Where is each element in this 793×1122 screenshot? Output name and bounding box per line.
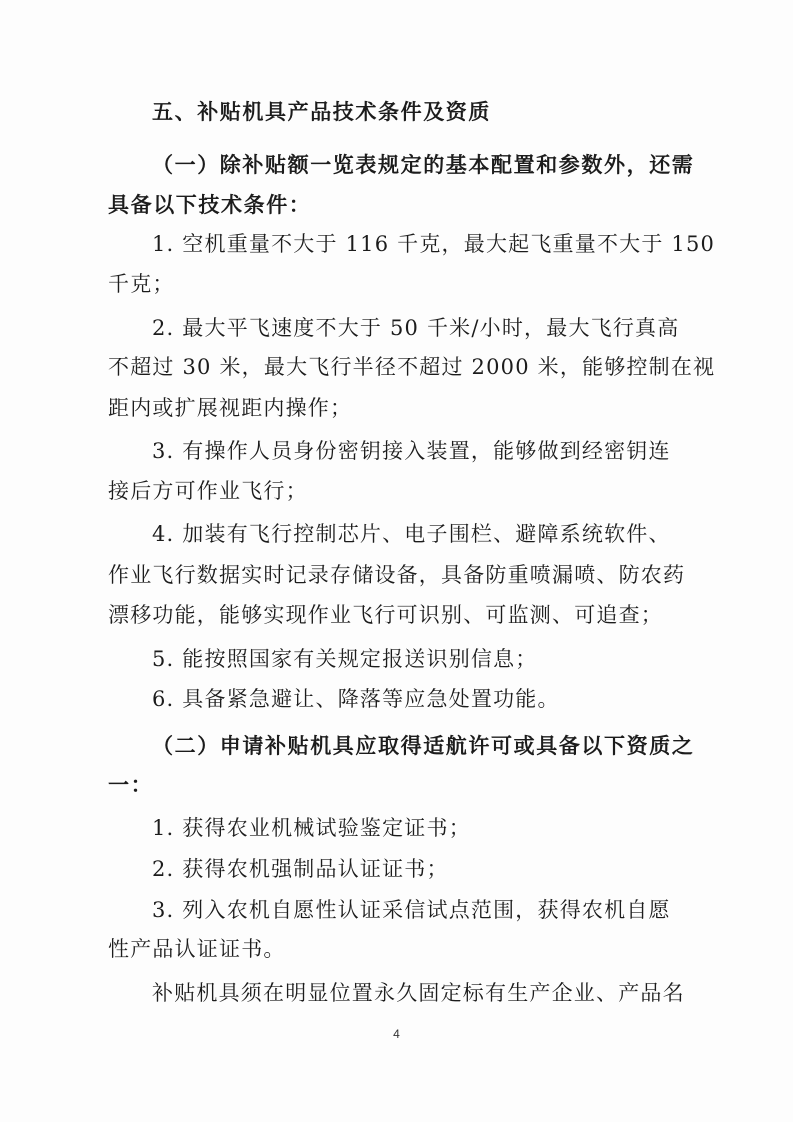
closing-line: 补贴机具须在明显位置永久固定标有生产企业、产品名 (152, 981, 685, 1005)
qual1-line1: 1. 获得农业机械试验鉴定证书； (152, 816, 471, 840)
part1-heading-line2: 具备以下技术条件： (108, 192, 312, 217)
item2-line2: 不超过 30 米，最大飞行半径不超过 2000 米，能够控制在视 (108, 355, 716, 379)
part1-heading-line1: （一）除补贴额一览表规定的基本配置和参数外，还需 (152, 152, 695, 177)
qual2-line1: 2. 获得农机强制品认证证书； (152, 857, 449, 881)
item1-line1: 1. 空机重量不大于 116 千克，最大起飞重量不大于 150 (152, 232, 716, 256)
section-heading: 五、补贴机具产品技术条件及资质 (152, 99, 491, 124)
item2-line3: 距内或扩展视距内操作； (108, 396, 353, 420)
item4-line3: 漂移功能，能够实现作业飞行可识别、可监测、可追查； (108, 603, 663, 627)
page-number: 4 (393, 1027, 400, 1041)
item1-line2: 千克； (108, 272, 175, 296)
item2-line1: 2. 最大平飞速度不大于 50 千米/小时，最大飞行真高 (152, 316, 680, 340)
item6-line1: 6. 具备紧急避让、降落等应急处置功能。 (152, 687, 560, 711)
qual3-line2: 性产品认证证书。 (108, 937, 286, 961)
part2-heading-line1: （二）申请补贴机具应取得适航许可或具备以下资质之 (152, 733, 695, 758)
item5-line1: 5. 能按照国家有关规定报送识别信息； (152, 647, 538, 671)
item3-line2: 接后方可作业飞行； (108, 479, 308, 503)
item4-line1: 4. 加装有飞行控制芯片、电子围栏、避障系统软件、 (152, 522, 671, 546)
part2-heading-line2: 一： (108, 772, 154, 797)
qual3-line1: 3. 列入农机自愿性认证采信试点范围，获得农机自愿 (152, 898, 671, 922)
item4-line2: 作业飞行数据实时记录存储设备，具备防重喷漏喷、防农药 (108, 563, 686, 587)
item3-line1: 3. 有操作人员身份密钥接入装置，能够做到经密钥连 (152, 439, 671, 463)
